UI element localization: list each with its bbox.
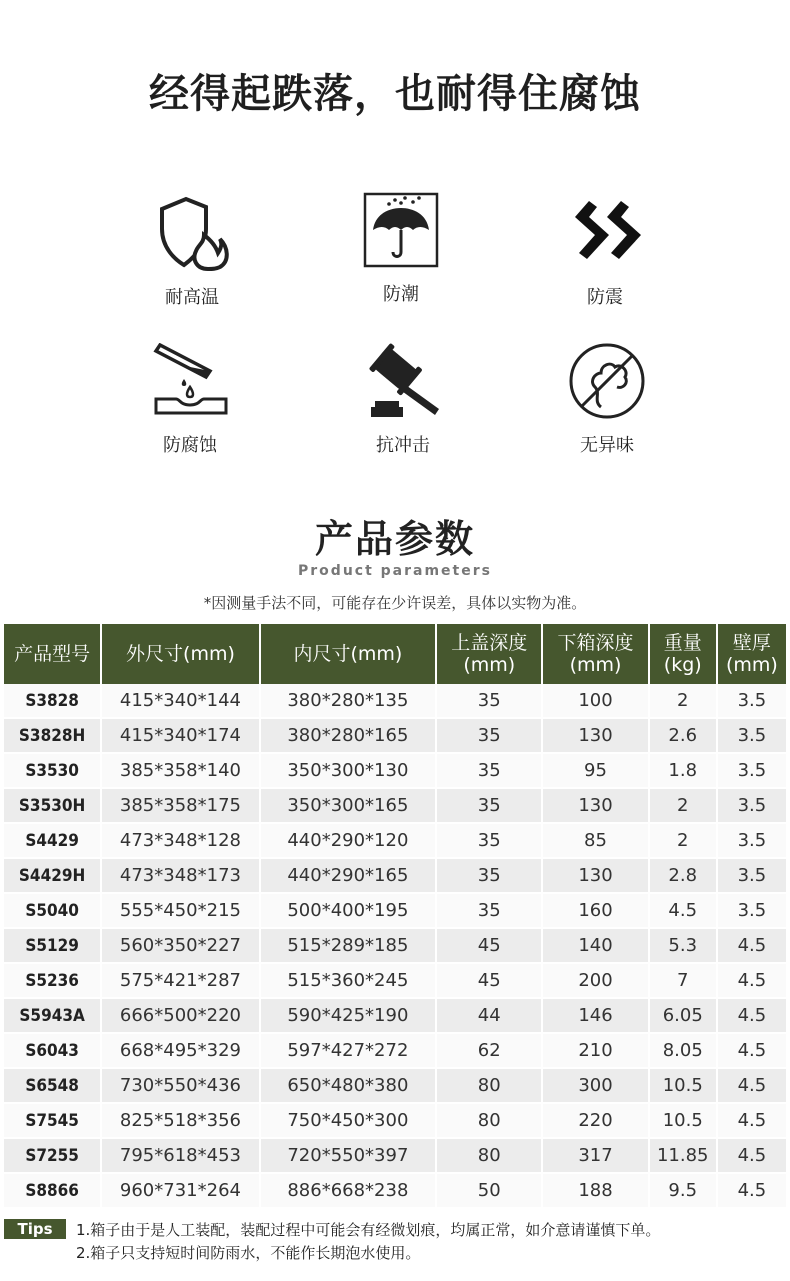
tips-badge: Tips xyxy=(4,1219,66,1239)
cell-base-depth: 130 xyxy=(543,789,647,824)
cell-model: S7255 xyxy=(4,1139,100,1174)
cell-base-depth: 188 xyxy=(543,1174,647,1209)
feature-label: 防潮 xyxy=(383,284,419,305)
cell-outer-size: 473*348*128 xyxy=(102,824,258,859)
cell-weight: 6.05 xyxy=(650,999,716,1034)
table-row xyxy=(4,824,786,859)
cell-model: S5129 xyxy=(4,929,100,964)
cell-outer-size: 825*518*356 xyxy=(102,1104,258,1139)
cell-inner-size: 750*450*300 xyxy=(261,1104,435,1139)
cell-outer-size: 385*358*175 xyxy=(102,789,258,824)
cell-inner-size: 350*300*165 xyxy=(261,789,435,824)
cell-weight: 10.5 xyxy=(650,1069,716,1104)
cell-weight: 2 xyxy=(650,789,716,824)
cell-inner-size: 380*280*165 xyxy=(261,719,435,754)
cell-base-depth: 146 xyxy=(543,999,647,1034)
cell-lid-depth: 35 xyxy=(437,859,541,894)
cell-base-depth: 160 xyxy=(543,894,647,929)
shock-zigzag-icon xyxy=(565,195,645,275)
cell-inner-size: 500*400*195 xyxy=(261,894,435,929)
cell-model: S3828H xyxy=(4,719,100,754)
cell-lid-depth: 44 xyxy=(437,999,541,1034)
table-row xyxy=(4,684,786,719)
tip-line-1: 1.箱子由于是人工装配，装配过程中可能会有经微划痕，均属正常，如介意请谨慎下单。 xyxy=(76,1221,661,1239)
cell-model: S6548 xyxy=(4,1069,100,1104)
cell-wall-thickness: 4.5 xyxy=(718,929,786,964)
feature-label: 耐高温 xyxy=(165,287,219,308)
table-row xyxy=(4,719,786,754)
page-headline: 经得起跌落，也耐得住腐蚀 xyxy=(149,71,641,117)
cell-outer-size: 960*731*264 xyxy=(102,1174,258,1209)
cell-outer-size: 730*550*436 xyxy=(102,1069,258,1104)
cell-model: S6043 xyxy=(4,1034,100,1069)
cell-model: S8866 xyxy=(4,1174,100,1209)
table-row xyxy=(4,894,786,929)
header-lid-depth: 上盖深度 (mm) xyxy=(437,624,541,684)
cell-model: S7545 xyxy=(4,1104,100,1139)
feature-shockproof xyxy=(525,195,685,309)
header-outer-size: 外尺寸(mm) xyxy=(102,624,258,684)
cell-weight: 2.6 xyxy=(650,719,716,754)
cell-outer-size: 415*340*144 xyxy=(102,684,258,719)
cell-inner-size: 515*360*245 xyxy=(261,964,435,999)
cell-model: S5943A xyxy=(4,999,100,1034)
cell-lid-depth: 35 xyxy=(437,824,541,859)
cell-lid-depth: 35 xyxy=(437,684,541,719)
feature-odorless xyxy=(527,343,687,457)
cell-lid-depth: 80 xyxy=(437,1104,541,1139)
cell-inner-size: 590*425*190 xyxy=(261,999,435,1034)
cell-weight: 2 xyxy=(650,824,716,859)
section-title: 产品参数 xyxy=(314,517,475,561)
cell-outer-size: 666*500*220 xyxy=(102,999,258,1034)
cell-inner-size: 886*668*238 xyxy=(261,1174,435,1209)
cell-outer-size: 555*450*215 xyxy=(102,894,258,929)
cell-wall-thickness: 3.5 xyxy=(718,754,786,789)
table-header-row xyxy=(4,624,786,684)
header-wall-thickness: 壁厚 (mm) xyxy=(718,624,786,684)
cell-inner-size: 720*550*397 xyxy=(261,1139,435,1174)
cell-wall-thickness: 3.5 xyxy=(718,719,786,754)
cell-lid-depth: 35 xyxy=(437,894,541,929)
cell-wall-thickness: 3.5 xyxy=(718,684,786,719)
cell-lid-depth: 80 xyxy=(437,1139,541,1174)
feature-heat-resistant xyxy=(112,195,272,309)
cell-wall-thickness: 4.5 xyxy=(718,1174,786,1209)
cell-lid-depth: 45 xyxy=(437,929,541,964)
cell-base-depth: 210 xyxy=(543,1034,647,1069)
cell-weight: 11.85 xyxy=(650,1139,716,1174)
feature-label: 抗冲击 xyxy=(376,435,430,456)
feature-label: 防震 xyxy=(587,287,623,308)
cell-base-depth: 220 xyxy=(543,1104,647,1139)
cell-wall-thickness: 3.5 xyxy=(718,789,786,824)
table-body xyxy=(4,684,786,1209)
shield-flame-icon xyxy=(152,195,232,275)
table-row xyxy=(4,1034,786,1069)
cell-weight: 2 xyxy=(650,684,716,719)
cell-inner-size: 440*290*165 xyxy=(261,859,435,894)
cell-weight: 1.8 xyxy=(650,754,716,789)
table-row xyxy=(4,1069,786,1104)
cell-model: S5236 xyxy=(4,964,100,999)
tip-line-2: 2.箱子只支持短时间防雨水，不能作长期泡水使用。 xyxy=(76,1244,421,1262)
cell-base-depth: 130 xyxy=(543,719,647,754)
umbrella-rain-icon xyxy=(361,192,441,272)
cell-weight: 2.8 xyxy=(650,859,716,894)
cell-lid-depth: 62 xyxy=(437,1034,541,1069)
cell-base-depth: 140 xyxy=(543,929,647,964)
cell-outer-size: 575*421*287 xyxy=(102,964,258,999)
cell-model: S4429 xyxy=(4,824,100,859)
feature-impact-resistant xyxy=(323,343,483,457)
cell-weight: 9.5 xyxy=(650,1174,716,1209)
feature-moisture-proof xyxy=(321,192,481,306)
cell-weight: 8.05 xyxy=(650,1034,716,1069)
cell-weight: 4.5 xyxy=(650,894,716,929)
section-subtitle: Product parameters xyxy=(298,563,492,579)
table-row xyxy=(4,859,786,894)
header-inner-size: 内尺寸(mm) xyxy=(261,624,435,684)
table-row xyxy=(4,789,786,824)
cell-inner-size: 350*300*130 xyxy=(261,754,435,789)
cell-inner-size: 380*280*135 xyxy=(261,684,435,719)
cell-base-depth: 95 xyxy=(543,754,647,789)
no-odor-icon xyxy=(567,343,647,423)
cell-wall-thickness: 3.5 xyxy=(718,894,786,929)
cell-lid-depth: 80 xyxy=(437,1069,541,1104)
cell-outer-size: 385*358*140 xyxy=(102,754,258,789)
table-row xyxy=(4,754,786,789)
cell-wall-thickness: 3.5 xyxy=(718,824,786,859)
cell-wall-thickness: 4.5 xyxy=(718,964,786,999)
cell-model: S3828 xyxy=(4,684,100,719)
table-row xyxy=(4,964,786,999)
cell-outer-size: 795*618*453 xyxy=(102,1139,258,1174)
cell-lid-depth: 35 xyxy=(437,719,541,754)
cell-weight: 7 xyxy=(650,964,716,999)
test-tube-drip-icon xyxy=(150,343,230,423)
table-row xyxy=(4,929,786,964)
cell-outer-size: 560*350*227 xyxy=(102,929,258,964)
parameters-table xyxy=(2,624,788,1209)
cell-outer-size: 473*348*173 xyxy=(102,859,258,894)
feature-label: 防腐蚀 xyxy=(163,435,217,456)
table-row xyxy=(4,1139,786,1174)
table-row xyxy=(4,1174,786,1209)
cell-base-depth: 100 xyxy=(543,684,647,719)
gavel-icon xyxy=(363,343,443,423)
feature-corrosion-resistant xyxy=(110,343,270,457)
cell-model: S3530 xyxy=(4,754,100,789)
header-model: 产品型号 xyxy=(4,624,100,684)
table-row xyxy=(4,1104,786,1139)
cell-outer-size: 668*495*329 xyxy=(102,1034,258,1069)
cell-lid-depth: 35 xyxy=(437,754,541,789)
cell-wall-thickness: 4.5 xyxy=(718,1069,786,1104)
cell-inner-size: 650*480*380 xyxy=(261,1069,435,1104)
table-row xyxy=(4,999,786,1034)
cell-weight: 5.3 xyxy=(650,929,716,964)
cell-base-depth: 300 xyxy=(543,1069,647,1104)
cell-wall-thickness: 3.5 xyxy=(718,859,786,894)
cell-inner-size: 597*427*272 xyxy=(261,1034,435,1069)
cell-wall-thickness: 4.5 xyxy=(718,1139,786,1174)
measurement-note: *因测量手法不同，可能存在少许误差，具体以实物为准。 xyxy=(203,594,587,612)
cell-model: S5040 xyxy=(4,894,100,929)
cell-base-depth: 200 xyxy=(543,964,647,999)
cell-inner-size: 440*290*120 xyxy=(261,824,435,859)
cell-outer-size: 415*340*174 xyxy=(102,719,258,754)
cell-base-depth: 317 xyxy=(543,1139,647,1174)
cell-model: S4429H xyxy=(4,859,100,894)
cell-wall-thickness: 4.5 xyxy=(718,1034,786,1069)
cell-weight: 10.5 xyxy=(650,1104,716,1139)
header-weight: 重量 (kg) xyxy=(650,624,716,684)
cell-base-depth: 85 xyxy=(543,824,647,859)
cell-wall-thickness: 4.5 xyxy=(718,999,786,1034)
cell-lid-depth: 35 xyxy=(437,789,541,824)
header-base-depth: 下箱深度 (mm) xyxy=(543,624,647,684)
cell-lid-depth: 45 xyxy=(437,964,541,999)
feature-label: 无异味 xyxy=(580,435,634,456)
cell-inner-size: 515*289*185 xyxy=(261,929,435,964)
cell-model: S3530H xyxy=(4,789,100,824)
cell-base-depth: 130 xyxy=(543,859,647,894)
cell-wall-thickness: 4.5 xyxy=(718,1104,786,1139)
cell-lid-depth: 50 xyxy=(437,1174,541,1209)
